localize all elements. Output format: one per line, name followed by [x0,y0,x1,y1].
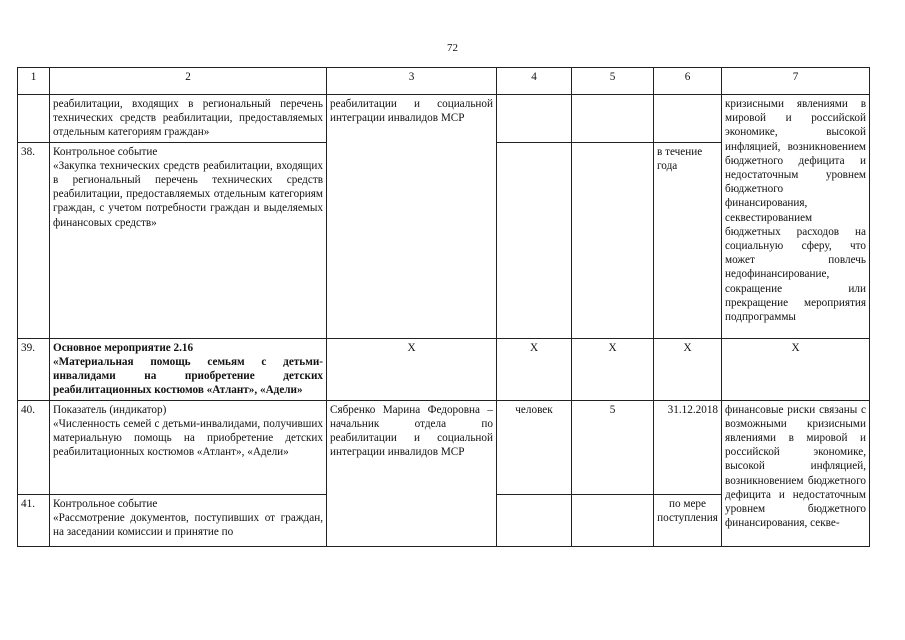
header-col-2: 2 [50,68,327,95]
header-col-5: 5 [572,68,654,95]
row-text: «Численность семей с детьми-инвалидами, получивших материальную помощь на приобретение детских реабилитационных костюмов «Атлант», «Адели» [53,417,323,459]
responsible-cell: реабилитации и социальной интеграции инвалидов МСР [327,95,497,339]
header-col-1: 1 [18,68,50,95]
deadline-cell: X [654,338,722,400]
deadline-cell: в течение года [654,142,722,338]
header-col-6: 6 [654,68,722,95]
row-title: Контрольное событие [53,145,158,158]
value-cell: X [572,338,654,400]
risks-cell: X [722,338,870,400]
row-text: «Рассмотрение документов, поступивших от граждан, на заседании комиссии и принятие по [53,511,323,539]
header-col-4: 4 [497,68,572,95]
header-row [18,68,870,95]
event-description-cell [50,494,327,546]
event-description-cell [50,338,327,400]
event-description-cell [50,400,327,494]
value-cell [572,142,654,338]
value-cell: 5 [572,400,654,494]
row-title: Основное мероприятие 2.16 [53,341,194,354]
unit-cell: человек [497,400,572,494]
deadline-cell: 31.12.2018 [654,400,722,494]
event-description-cell [50,142,327,338]
unit-cell [497,142,572,338]
row-number-cell: 41. [18,494,50,546]
deadline-cell [654,95,722,143]
risks-cell: кризисными явлениями в мировой и российской экономике, высокой инфляцией, возникновением бюджетного дефицита и недостаточным уровнем бюджетного финансирования, секвестированием бюджетных расходов на социальную сферу, что может повлечь недофинансирование, сокращение или прекращение мероприятия подпрограммы [722,95,870,339]
unit-cell [497,494,572,546]
page-number: 72 [447,42,458,54]
responsible-cell: Сябренко Марина Федоровна – начальник отдела по реабилитации и социальной интеграции инвалидов МСР [327,400,497,546]
risks-cell: финансовые риски связаны с возможными кризисными явлениями в мировой и российской экономике, высокой инфляцией, возникновением бюджетного дефицита и недостаточным уровнем бюджетного финансирования, секве- [722,400,870,546]
row-number-cell: 39. [18,338,50,400]
header-col-3: 3 [327,68,497,95]
table-row [18,95,870,143]
row-title: Контрольное событие [53,497,158,510]
row-number-cell [18,95,50,143]
unit-cell: X [497,338,572,400]
row-number-cell: 40. [18,400,50,494]
table-row [18,400,870,494]
row-title: Показатель (индикатор) [53,403,167,416]
value-cell [572,95,654,143]
table-row [18,338,870,400]
row-text: «Закупка технических средств реабилитации, входящих в региональный перечень технических средств реабилитации, предоставляемых отдельным категориям граждан, с учетом потребности граждан и выделяемых финансовых средств» [53,159,323,229]
deadline-cell: по мере поступления [654,494,722,546]
header-col-7: 7 [722,68,870,95]
unit-cell [497,95,572,143]
program-table [17,67,870,547]
responsible-cell: X [327,338,497,400]
row-number-cell: 38. [18,142,50,338]
row-text: «Материальная помощь семьям с детьми-инвалидами на приобретение детских реабилитационных костюмов «Атлант», «Адели» [53,355,323,397]
value-cell [572,494,654,546]
event-description-cell: реабилитации, входящих в региональный перечень технических средств реабилитации, предоставляемых отдельным категориям граждан» [50,95,327,143]
